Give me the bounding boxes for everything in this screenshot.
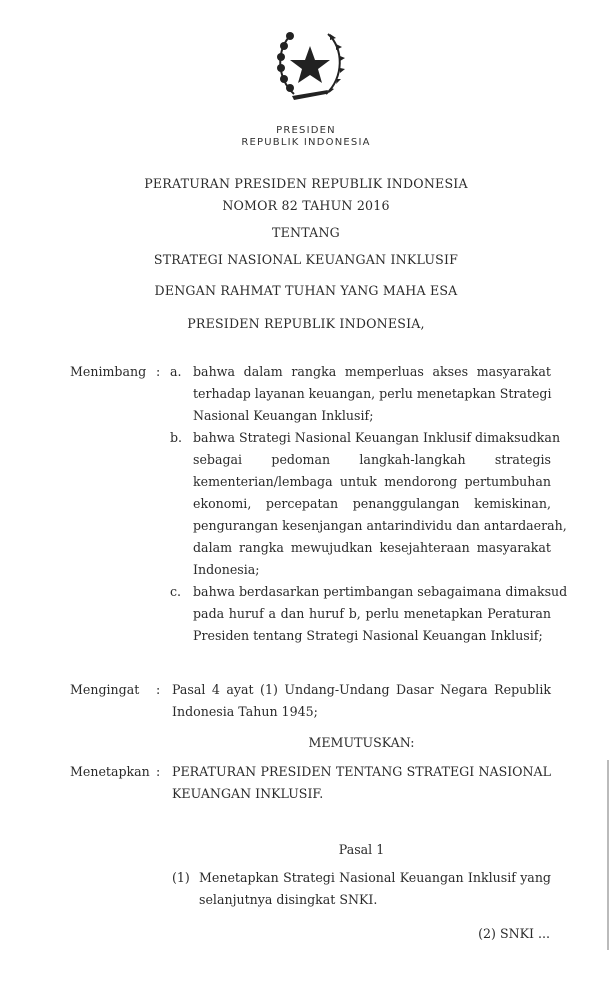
scan-edge xyxy=(607,760,609,950)
text-line: kementerian/lembaga untuk mendorong pertumbuhan xyxy=(193,474,551,489)
text-line: pada huruf a dan huruf b, perlu menetapkan Peraturan xyxy=(193,606,551,621)
text-line: terhadap layanan keuangan, perlu menetapkan Strategi xyxy=(193,386,552,401)
regulation-number: NOMOR 82 TAHUN 2016 xyxy=(222,198,390,213)
text-line: sebagai pedoman langkah-langkah strategis xyxy=(193,452,551,467)
invocation: DENGAN RAHMAT TUHAN YANG MAHA ESA xyxy=(154,283,458,298)
menetapkan-label: Menetapkan xyxy=(70,764,150,779)
memutuskan-heading: MEMUTUSKAN: xyxy=(308,735,415,750)
pasal-title: Pasal 1 xyxy=(338,842,385,857)
text-line: Nasional Keuangan Inklusif; xyxy=(193,408,374,423)
colon: : xyxy=(156,682,161,697)
text-line: KEUANGAN INKLUSIF. xyxy=(172,786,324,801)
colon: : xyxy=(156,364,161,379)
clause-number: (1) xyxy=(172,870,190,885)
header-president: PRESIDEN xyxy=(276,125,336,136)
colon: : xyxy=(156,764,161,779)
regulation-title: PERATURAN PRESIDEN REPUBLIK INDONESIA xyxy=(144,176,468,191)
presidential-emblem xyxy=(270,22,350,104)
text-line: ekonomi, percepatan penanggulangan kemiskinan, xyxy=(193,496,551,511)
continuation-marker: (2) SNKI ... xyxy=(478,926,550,941)
text-line: bahwa dalam rangka memperluas akses masyarakat xyxy=(193,364,551,379)
item-letter: b. xyxy=(170,430,183,445)
item-letter: a. xyxy=(170,364,182,379)
text-line: Pasal 4 ayat (1) Undang-Undang Dasar Negara Republik xyxy=(172,682,551,697)
text-line: Presiden tentang Strategi Nasional Keuangan Inklusif; xyxy=(193,628,543,643)
text-line: PERATURAN PRESIDEN TENTANG STRATEGI NASIONAL xyxy=(172,764,551,779)
tentang-heading: TENTANG xyxy=(272,225,340,240)
text-line: Indonesia Tahun 1945; xyxy=(172,704,318,719)
header-republic: REPUBLIK INDONESIA xyxy=(241,137,371,148)
menimbang-label: Menimbang xyxy=(70,364,147,379)
text-line: bahwa Strategi Nasional Keuangan Inklusif dimaksudkan xyxy=(193,430,561,445)
text-line: pengurangan kesenjangan antarindividu dan antardaerah, xyxy=(193,518,567,533)
text-line: selanjutnya disingkat SNKI. xyxy=(199,892,378,907)
text-line: dalam rangka mewujudkan kesejahteraan masyarakat xyxy=(193,540,551,555)
mengingat-label: Mengingat xyxy=(70,682,140,697)
issuer: PRESIDEN REPUBLIK INDONESIA, xyxy=(187,316,425,331)
text-line: Indonesia; xyxy=(193,562,260,577)
item-letter: c. xyxy=(170,584,182,599)
text-line: Menetapkan Strategi Nasional Keuangan Inklusif yang xyxy=(199,870,551,885)
regulation-subject: STRATEGI NASIONAL KEUANGAN INKLUSIF xyxy=(153,252,459,267)
text-line: bahwa berdasarkan pertimbangan sebagaimana dimaksud xyxy=(193,584,568,599)
